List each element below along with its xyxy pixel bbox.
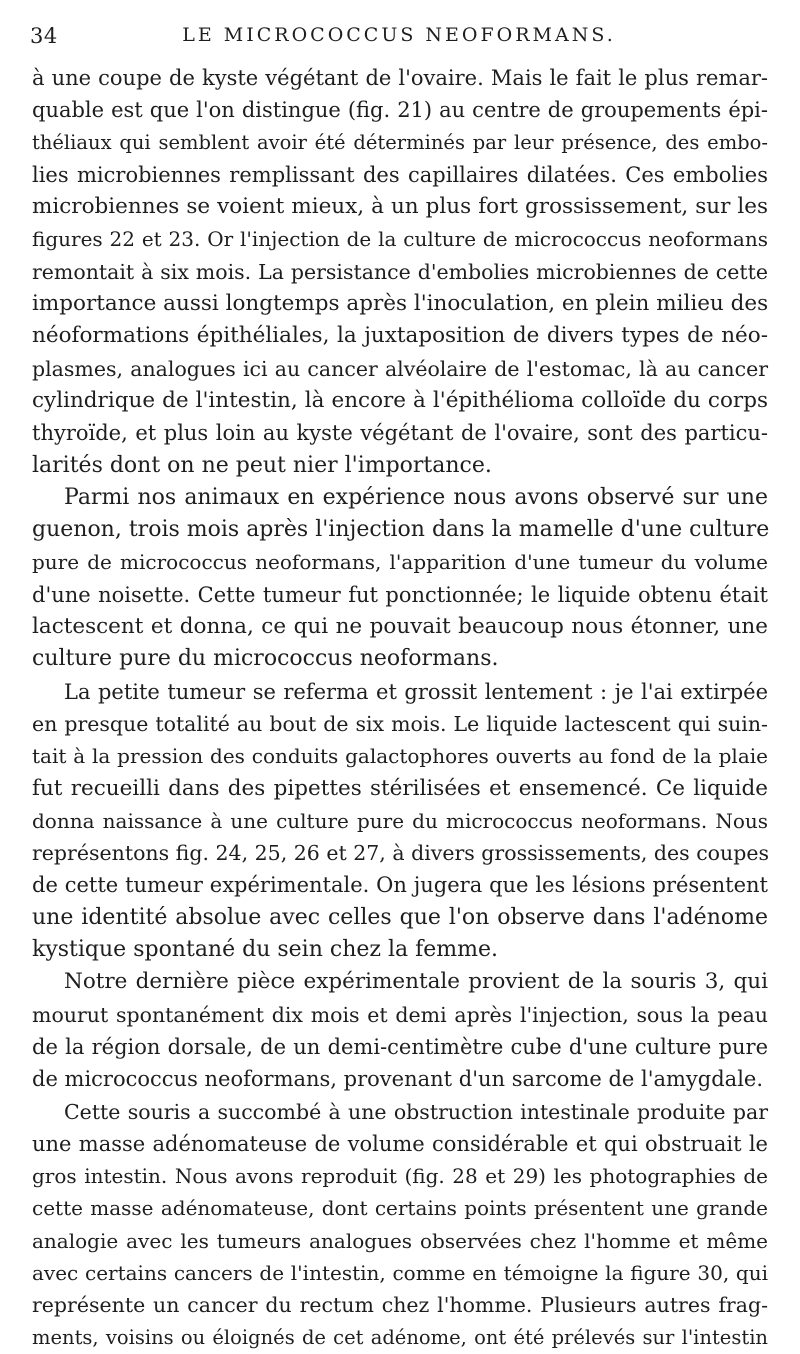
text-line: néoformations épithéliales, la juxtaposition de divers types de néo-	[32, 323, 768, 349]
page-number: 34	[30, 24, 58, 48]
text-line: mourut spontanément dix mois et demi après l'injection, sous la peau	[32, 1002, 768, 1027]
text-line: une masse adénomateuse de volume considérable et qui obstruait le	[32, 1131, 768, 1156]
text-line: larités dont on ne peut nier l'importance.	[32, 452, 492, 478]
text-line: lies microbiennes remplissant des capillaires dilatées. Ces embolies	[32, 162, 768, 187]
body-text	[32, 62, 768, 1354]
text-line: théliaux qui semblent avoir été déterminés par leur présence, des embo-	[32, 130, 768, 154]
text-line: de la région dorsale, de un demi-centimètre cube d'une culture pure	[32, 1034, 768, 1059]
text-line: Parmi nos animaux en expérience nous avons observé sur une	[64, 484, 768, 510]
text-line: remontait à six mois. La persistance d'embolies microbiennes de cette	[32, 259, 768, 284]
text-line: analogie avec les tumeurs analogues observées chez l'homme et même	[32, 1228, 768, 1253]
text-line: tait à la pression des conduits galactophores ouverts au fond de la plaie	[32, 744, 768, 769]
text-line: Notre dernière pièce expérimentale provient de la souris 3, qui	[64, 969, 768, 995]
text-line: une identité absolue avec celles que l'on observe dans l'adénome	[32, 904, 768, 930]
text-line: en presque totalité au bout de six mois. Le liquide lactescent qui suin-	[32, 711, 768, 736]
text-line: pure de micrococcus neoformans, l'apparition d'une tumeur du volume	[32, 550, 768, 575]
text-line: cylindrique de l'intestin, là encore à l'épithélioma colloïde du corps	[32, 387, 768, 413]
text-line: importance aussi longtemps après l'inoculation, en plein milieu des	[32, 291, 769, 317]
text-line: ments, voisins ou éloignés de cet adénome, ont été prélevés sur l'intestin	[32, 1325, 768, 1349]
running-title: LE MICROCOCCUS NEOFORMANS.	[182, 24, 616, 46]
text-line: avec certains cancers de l'intestin, comme en témoigne la figure 30, qui	[32, 1260, 768, 1285]
text-line: culture pure du micrococcus neoformans.	[32, 646, 499, 672]
text-line: microbiennes se voient mieux, à un plus fort grossissement, sur les	[32, 194, 768, 220]
text-line: quable est que l'on distingue (fig. 21) au centre de groupements épi-	[32, 98, 768, 123]
text-line: représente un cancer du rectum chez l'homme. Plusieurs autres frag-	[32, 1293, 768, 1318]
text-line: fut recueilli dans des pipettes stérilisées et ensemencé. Ce liquide	[32, 775, 768, 801]
text-line: Cette souris a succombé à une obstruction intestinale produite par	[64, 1099, 768, 1124]
text-line: kystique spontané du sein chez la femme.	[32, 937, 499, 963]
text-line: guenon, trois mois après l'injection dans la mamelle d'une culture	[32, 517, 770, 543]
page-header	[30, 24, 768, 54]
text-line: cette masse adénomateuse, dont certains points présentent une grande	[32, 1196, 768, 1221]
text-line: représentons fig. 24, 25, 26 et 27, à divers grossissements, des coupes	[32, 841, 769, 866]
text-line: La petite tumeur se referma et grossit lentement : je l'ai extirpée	[64, 679, 768, 704]
text-line: figures 22 et 23. Or l'injection de la culture de micrococcus neoformans	[32, 227, 768, 252]
text-line: de cette tumeur expérimentale. On jugera que les lésions présentent	[32, 873, 768, 898]
text-line: donna naissance à une culture pure du micrococcus neoformans. Nous	[32, 808, 768, 833]
text-line: plasmes, analogues ici au cancer alvéolaire de l'estomac, là au cancer	[32, 356, 768, 381]
text-line: thyroïde, et plus loin au kyste végétant de l'ovaire, sont des particu-	[32, 421, 768, 446]
text-line: d'une noisette. Cette tumeur fut ponctionnée; le liquide obtenu était	[32, 582, 768, 607]
text-line: gros intestin. Nous avons reproduit (fig. 28 et 29) les photographies de	[32, 1164, 768, 1189]
text-line: lactescent et donna, ce qui ne pouvait beaucoup nous étonner, une	[32, 614, 768, 640]
text-line: de micrococcus neoformans, provenant d'un sarcome de l'amygdale.	[32, 1067, 764, 1092]
text-line: à une coupe de kyste végétant de l'ovaire. Mais le fait le plus remar-	[32, 66, 768, 90]
